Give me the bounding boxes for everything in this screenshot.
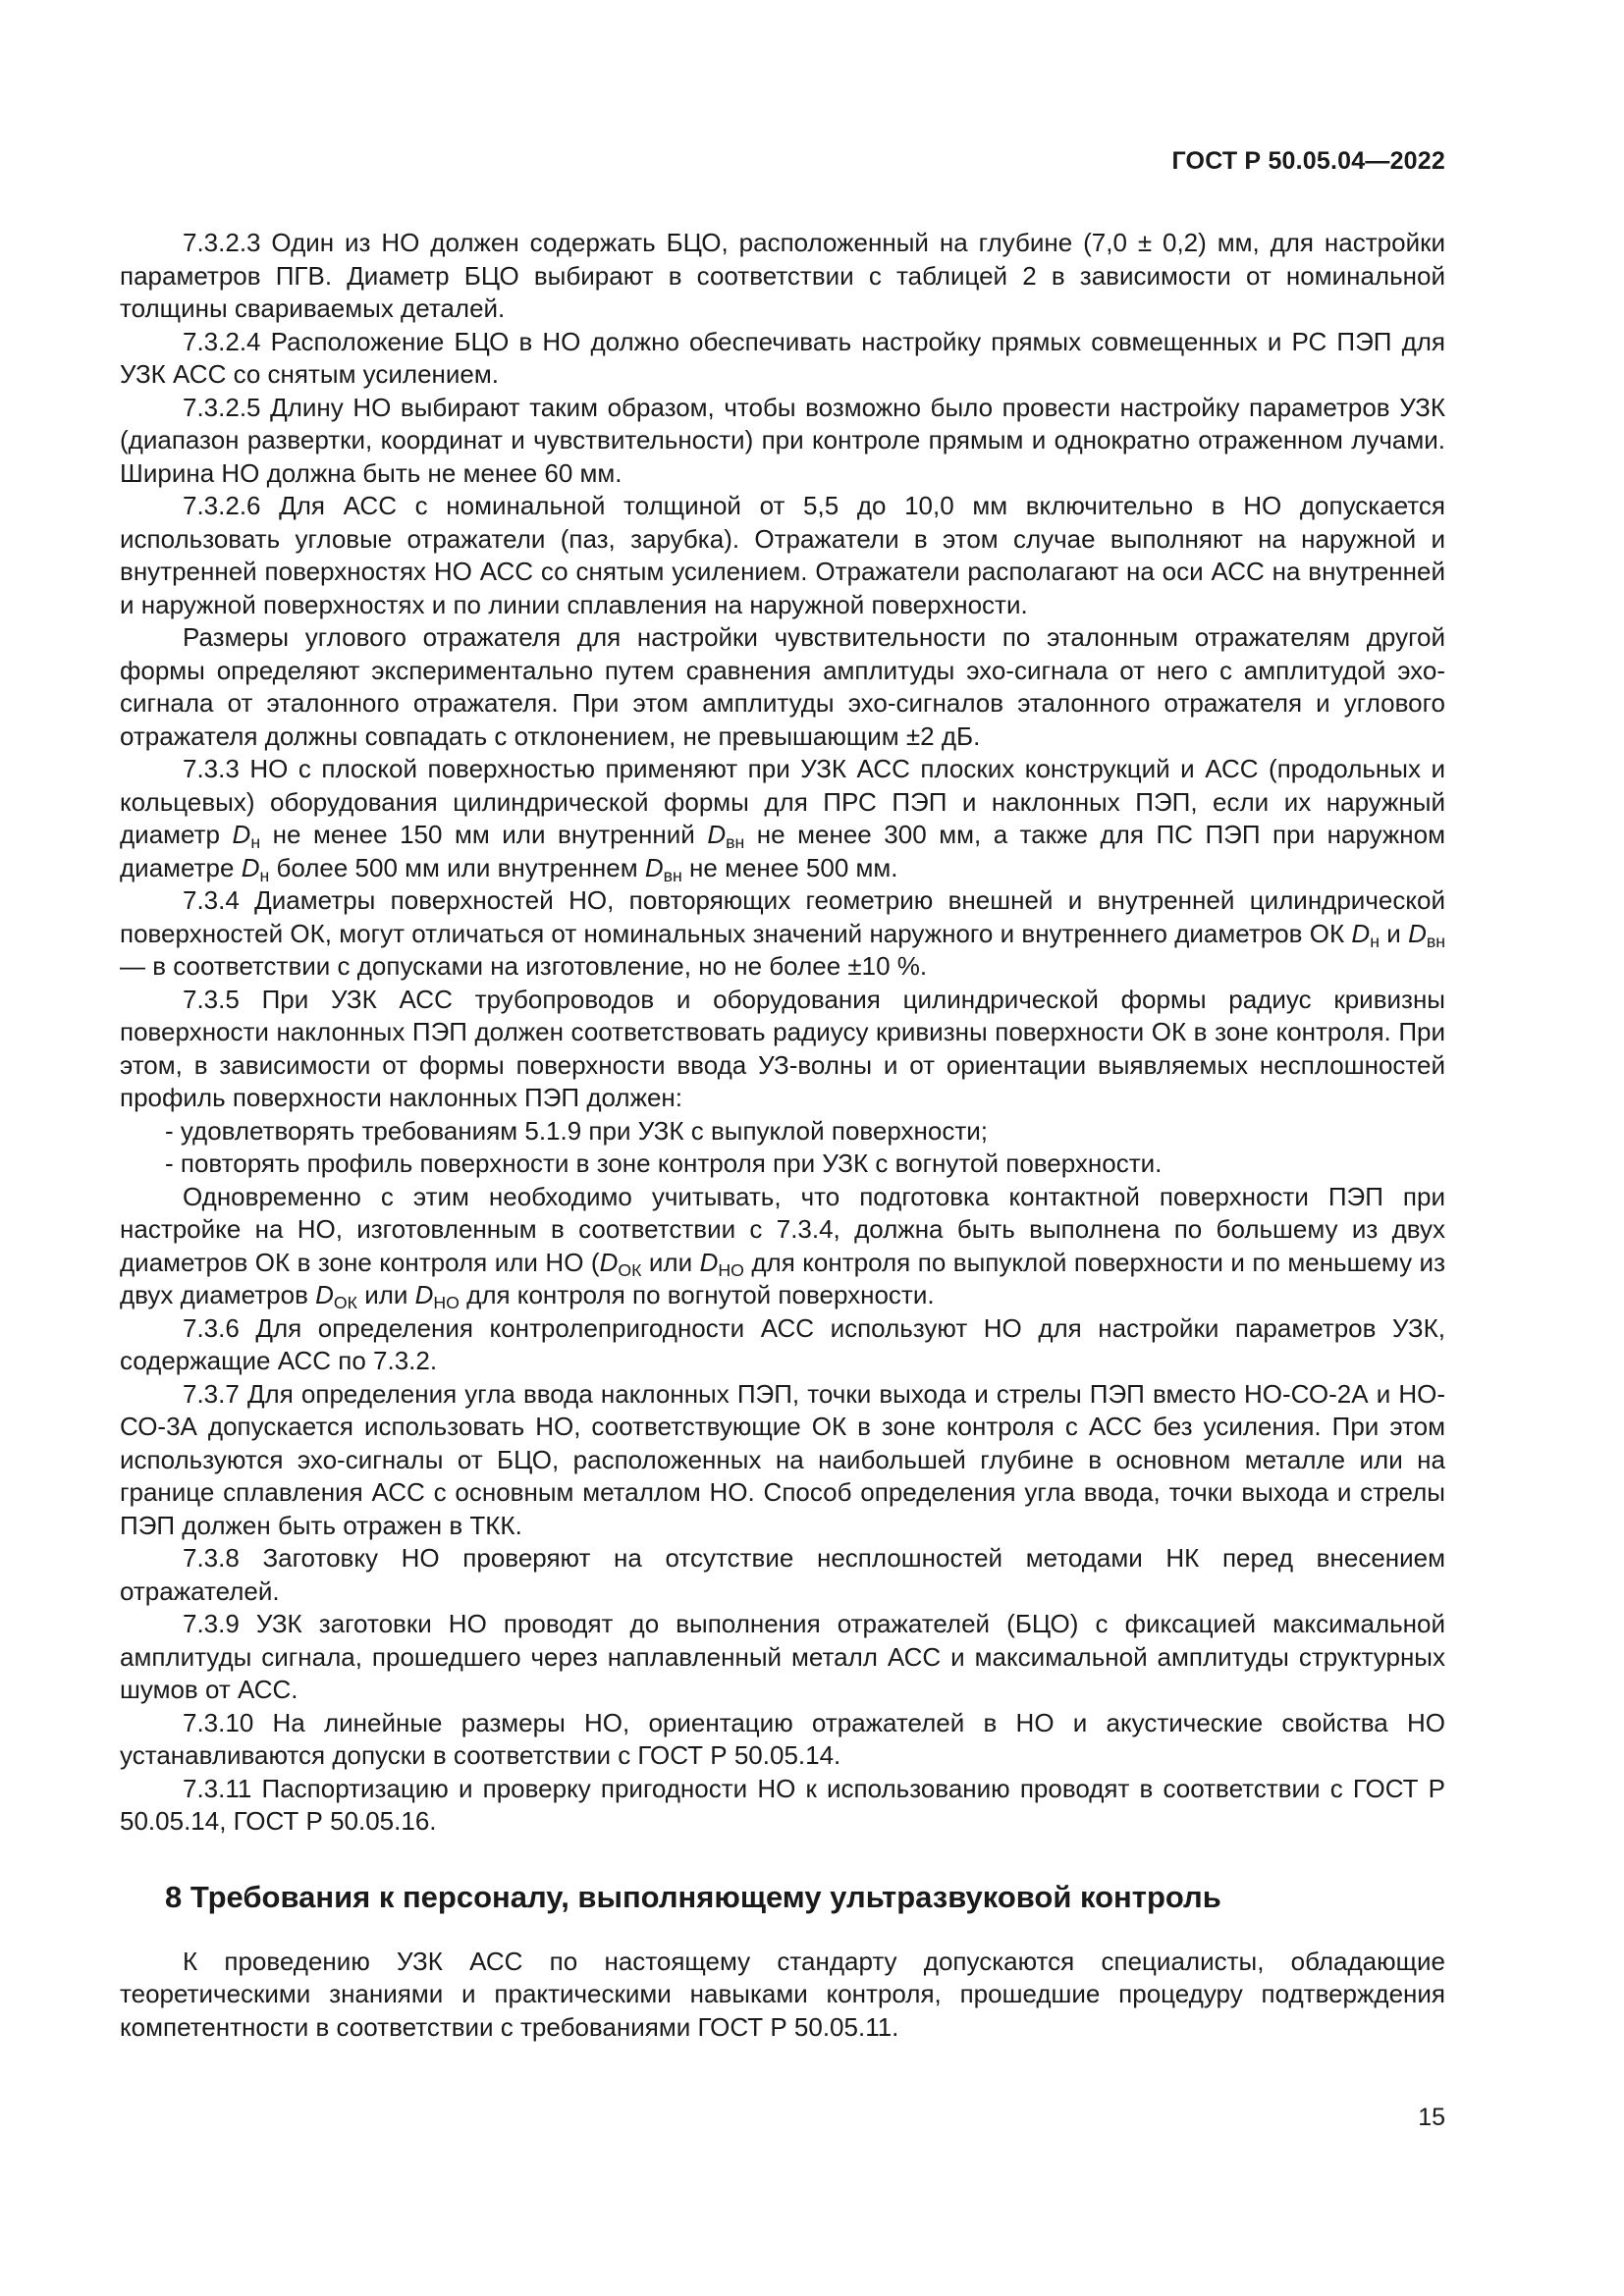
text-run: не менее 150 мм или внутренний (260, 820, 708, 849)
text-run: 7.3.4 Диаметры поверхностей НО, повторяющих геометрию внешней и внутренней цилиндрической поверхностей ОК, могут отличаться от номинальных значений наружного и внутреннего диаметров ОК (120, 885, 1445, 948)
paragraph-reflector-sizes: Размеры углового отражателя для настройки чувствительности по эталонным отражателям другой формы определяют экспериментально путем сравнения амплитуды эхо-сигнала от него с амплитудой эхо-сигнала от эталонного отражателя. При этом амплитуды эхо-сигналов эталонного отражателя и углового отражателя должны совпадать с отклонением, не превышающим ±2 дБ. (120, 622, 1445, 751)
list-item-convex: - удовлетворять требованиям 5.1.9 при УЗК с выпуклой поверхности; (165, 1115, 989, 1146)
text-run: и (1379, 918, 1409, 948)
text-run: Одновременно с этим необходимо учитывать, что подготовка контактной поверхности ПЭП при настройке на НО, изготовленным в соответствии с 7.3.4, должна быть выполнена по большему из двух диаметров ОК в зоне контроля или НО ( (120, 1181, 1445, 1277)
paragraph-7-3-4 (120, 884, 1445, 984)
text-run: 7.3.3 НО с плоской поверхностью применяют при УЗК АСС плоских конструкций и АСС (продольных и кольцевых) оборудования цилиндрической формы для ПРС ПЭП и наклонных ПЭП, если их наружный диаметр (120, 754, 1445, 849)
symbol-d: D (315, 1280, 334, 1309)
subscript-n: н (250, 831, 261, 852)
text-run: не менее 500 мм. (681, 852, 898, 882)
text-run: — в соответствии с допусками на изготовление, но не более ±10 %. (120, 951, 928, 981)
symbol-d: D (699, 1247, 719, 1277)
subscript-vn: вн (726, 831, 745, 852)
paragraph-7-3-11: 7.3.11 Паспортизацию и проверку пригодности НО к использованию проводят в соответствии с ГОСТ Р 50.05.14, ГОСТ Р 50.05.16. (120, 1773, 1445, 1836)
symbol-d: D (1351, 918, 1371, 948)
subscript-ok: ОК (618, 1259, 642, 1280)
page-number: 15 (1418, 2104, 1445, 2131)
symbol-d: D (241, 852, 260, 882)
subscript-vn: вн (663, 865, 682, 885)
section-8-paragraph: К проведению УЗК АСС по настоящему стандарту допускаются специалисты, обладающие теоретическими знаниями и практическими навыками контроля, прошедшие процедуру подтверждения компетентности в соответствии с требованиями ГОСТ Р 50.05.11. (120, 1946, 1445, 2042)
text-run: или (641, 1247, 700, 1277)
text-run: для контроля по выпуклой поверхности и по меньшему из двух диаметров (120, 1247, 1446, 1309)
paragraph-simultaneously (120, 1181, 1445, 1312)
paragraph-7-3-2-5: 7.3.2.5 Длину НО выбирают таким образом, чтобы возможно было провести настройку параметров УЗК (диапазон развертки, координат и чувствительности) при контроле прямым и однократно отраженном лучами. Ширина НО должна быть не менее 60 мм. (120, 392, 1445, 488)
subscript-ok: ОК (333, 1292, 357, 1312)
symbol-d: D (644, 852, 664, 882)
subscript-no: НО (718, 1259, 744, 1280)
subscript-no: НО (433, 1292, 460, 1312)
symbol-d: D (1408, 918, 1427, 948)
list-item-concave: - повторять профиль поверхности в зоне контроля при УЗК с вогнутой поверхности. (165, 1148, 1163, 1178)
text-run: не менее 300 мм, а также для ПС ПЭП при наружном диаметре (120, 820, 1446, 882)
subscript-n: н (259, 865, 270, 885)
paragraph-7-3-5: 7.3.5 При УЗК АСС трубопроводов и оборудования цилиндрической формы радиус кривизны поверхности наклонных ПЭП должен соответствовать радиусу кривизны поверхности ОК в зоне контроля. При этом, в зависимости от формы поверхности ввода УЗ-волны и от ориентации выявляемых несплошностей профиль поверхности наклонных ПЭП должен: (120, 984, 1445, 1112)
text-run: более 500 мм или внутреннем (269, 852, 645, 882)
symbol-d: D (599, 1247, 619, 1277)
symbol-d: D (707, 820, 727, 849)
paragraph-7-3-8: 7.3.8 Заготовку НО проверяют на отсутствие несплошностей методами НК перед внесением отражателей. (120, 1543, 1445, 1606)
text-run: или (356, 1280, 415, 1309)
symbol-d: D (414, 1280, 434, 1309)
paragraph-7-3-9: 7.3.9 УЗК заготовки НО проводят до выполнения отражателей (БЦО) с фиксацией максимальной амплитуды сигнала, прошедшего через наплавленный металл АСС и максимальной амплитуды структурных шумов от АСС. (120, 1609, 1445, 1704)
paragraph-7-3-3 (120, 753, 1445, 884)
paragraph-7-3-2-4: 7.3.2.4 Расположение БЦО в НО должно обеспечивать настройку прямых совмещенных и РС ПЭП для УЗК АСС со снятым усилением. (120, 326, 1445, 389)
subscript-vn: вн (1426, 931, 1445, 951)
section-8-title: 8 Требования к персоналу, выполняющему ультразвуковой контроль (165, 1879, 1221, 1914)
paragraph-7-3-10: 7.3.10 На линейные размеры НО, ориентацию отражателей в НО и акустические свойства НО устанавливаются допуски в соответствии с ГОСТ Р 50.05.14. (120, 1707, 1445, 1770)
paragraph-7-3-7: 7.3.7 Для определения угла ввода наклонных ПЭП, точки выхода и стрелы ПЭП вместо НО-СО-2А и НО-СО-3А допускается использовать НО, соответствующие ОК в зоне контроля с АСС без усиления. При этом используются эхо-сигналы от БЦО, расположенных на наибольшей глубине в основном металле или на границе сплавления АСС с основным металлом НО. Способ определения угла ввода, точки выхода и стрелы ПЭП должен быть отражен в ТКК. (120, 1378, 1445, 1540)
paragraph-7-3-6: 7.3.6 Для определения контролепригодности АСС используют НО для настройки параметров УЗК, содержащие АСС по 7.3.2. (120, 1312, 1445, 1375)
symbol-d: D (232, 820, 251, 849)
text-run: для контроля по вогнутой поверхности. (459, 1280, 935, 1309)
paragraph-7-3-2-6: 7.3.2.6 Для АСС с номинальной толщиной от 5,5 до 10,0 мм включительно в НО допускается использовать угловые отражатели (паз, зарубка). Отражатели в этом случае выполняют на наружной и внутренней поверхностях НО АСС со снятым усилением. Отражатели располагают на оси АСС на внутренней и наружной поверхностях и по линии сплавления на наружной поверхности. (120, 491, 1445, 619)
paragraph-7-3-2-3: 7.3.2.3 Один из НО должен содержать БЦО, расположенный на глубине (7,0 ± 0,2) мм, для настройки параметров ПГВ. Диаметр БЦО выбирают в соответствии с таблицей 2 в зависимости от номинальной толщины свариваемых деталей. (120, 228, 1445, 323)
document-body (120, 227, 1445, 2044)
subscript-n: н (1370, 931, 1380, 951)
document-code-header: ГОСТ Р 50.05.04—2022 (1171, 147, 1445, 175)
